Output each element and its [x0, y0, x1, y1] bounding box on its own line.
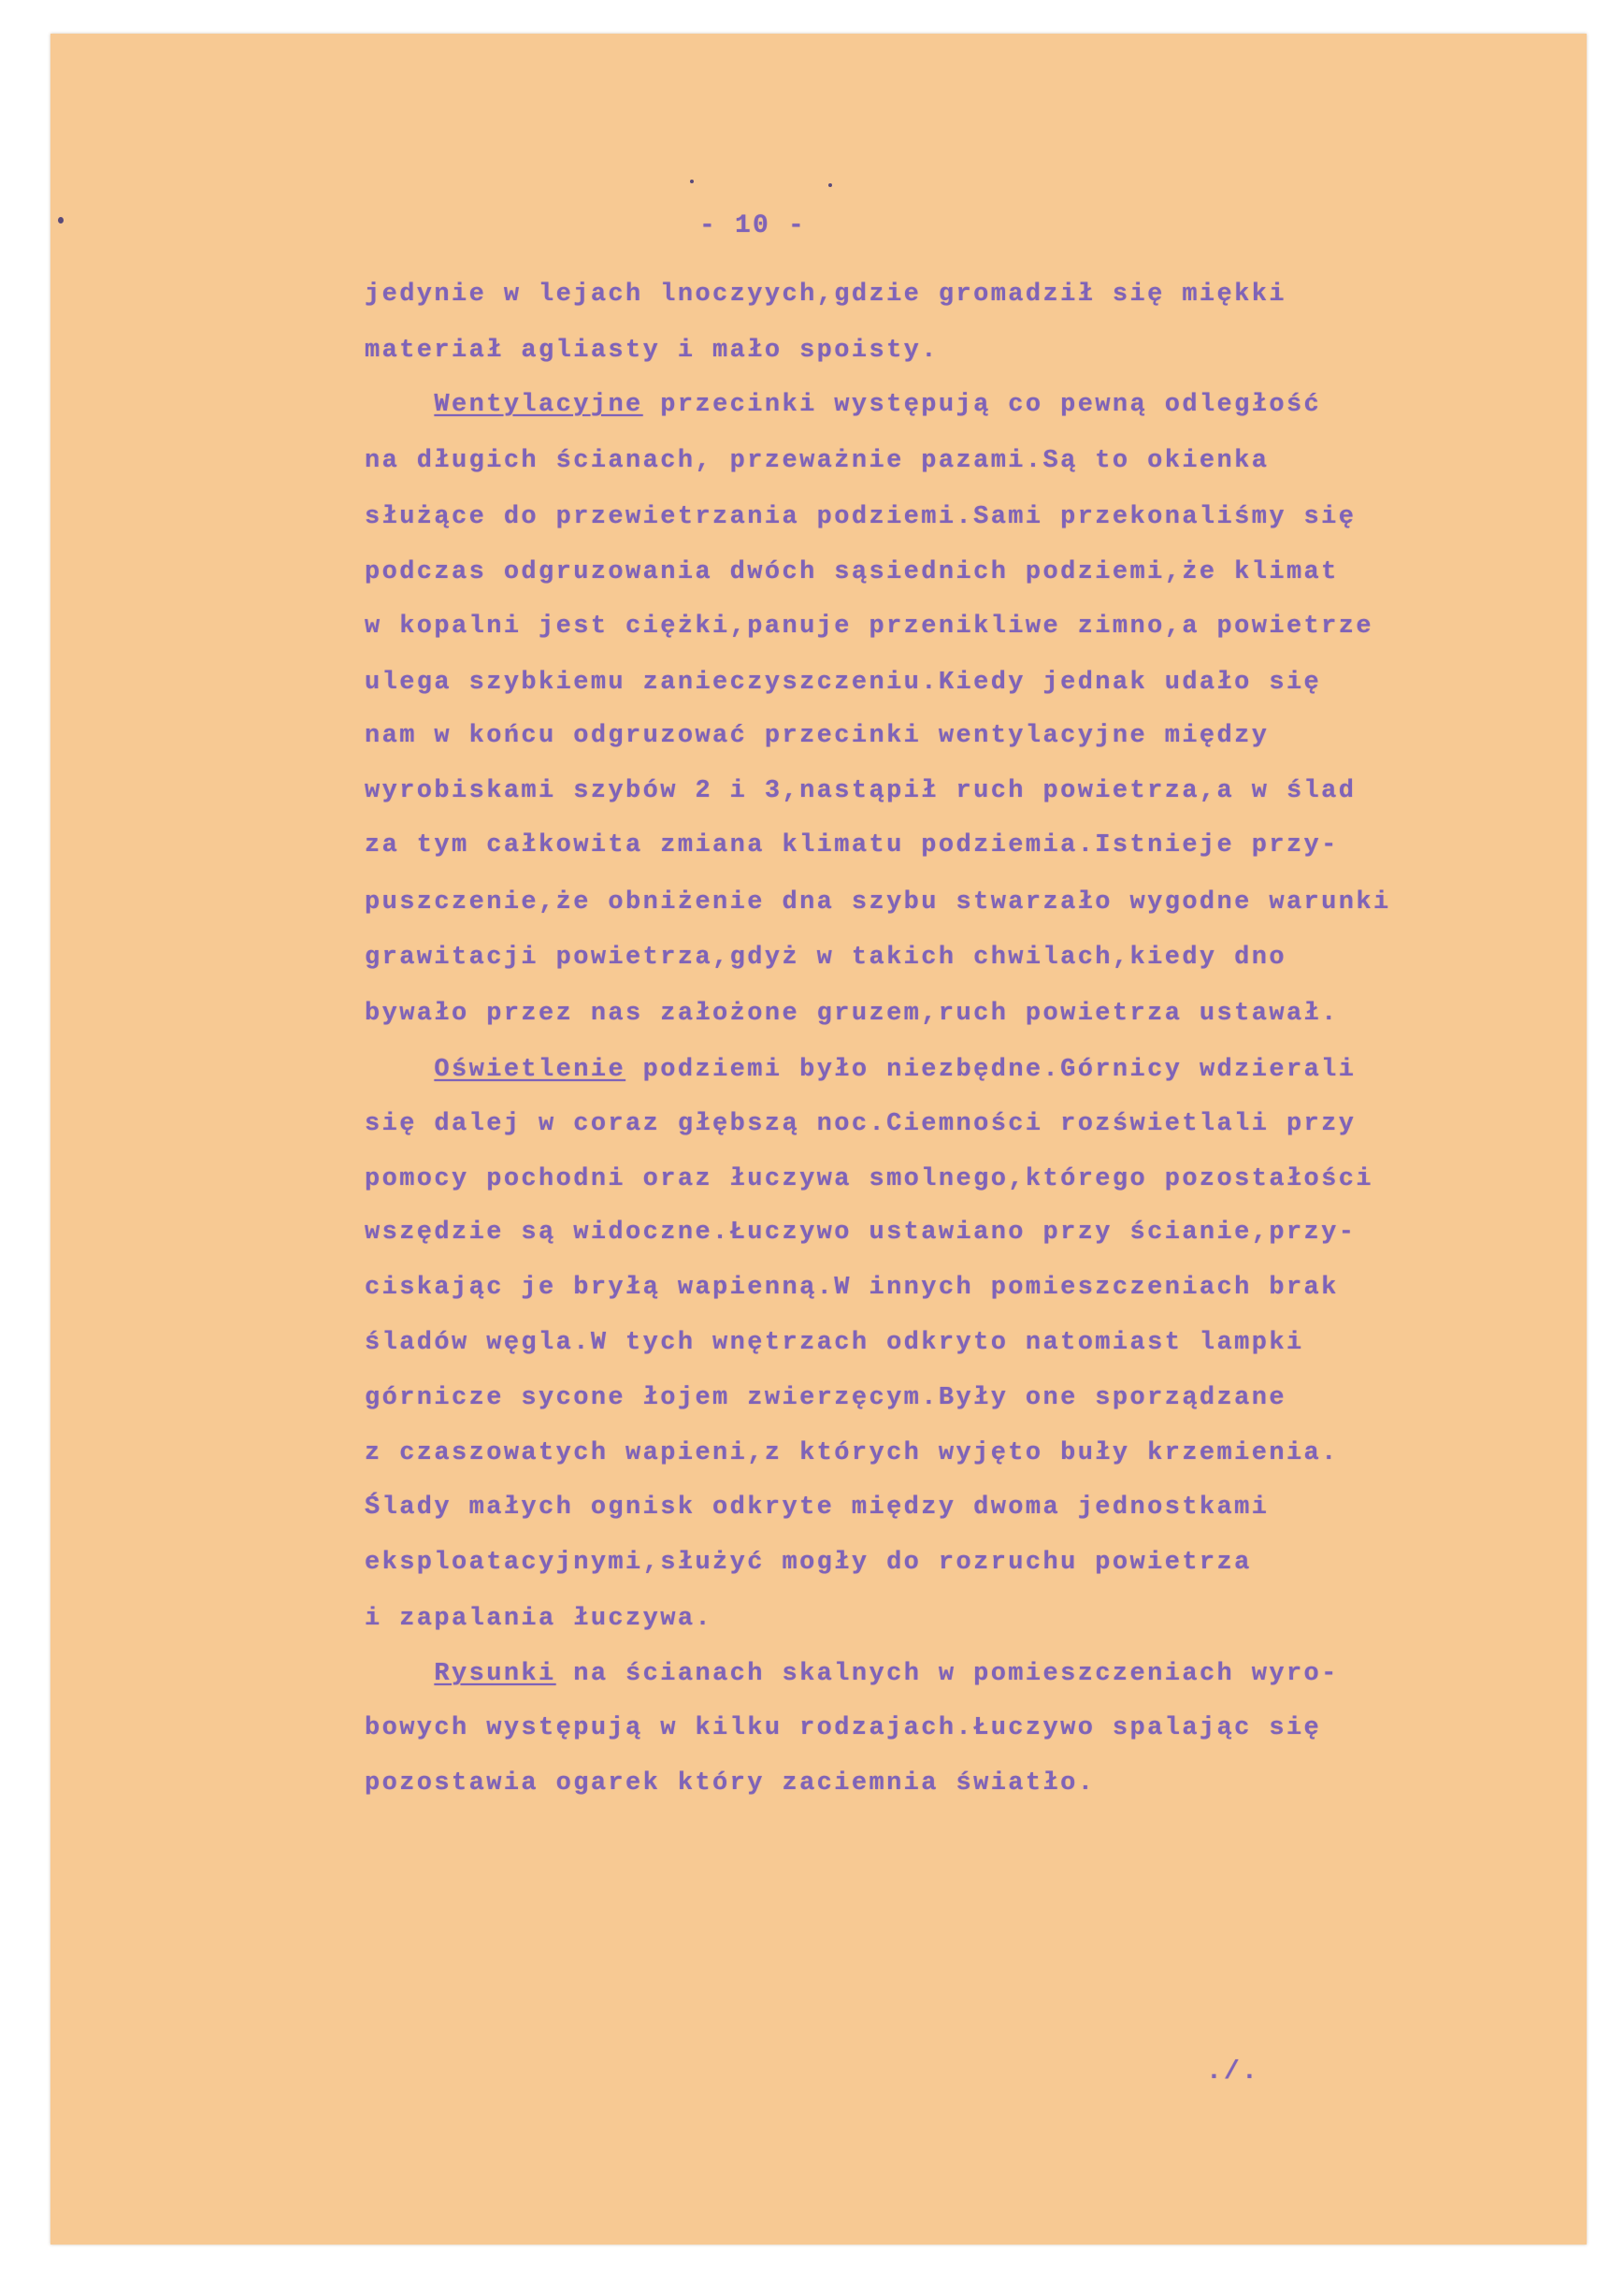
text-line — [365, 1605, 712, 1633]
continuation-mark: ./. — [1206, 2057, 1260, 2086]
text-line — [365, 281, 1286, 309]
line-text: bywało przez nas założone gruzem,ruch powietrza ustawał. — [365, 1000, 1339, 1028]
text-line — [365, 1549, 1252, 1577]
line-text: z czaszowatych wapieni,z których wyjęto buły krzemienia. — [365, 1439, 1339, 1467]
indent — [365, 391, 434, 419]
line-text: Ślady małych ognisk odkryte między dwoma jednostkami — [365, 1494, 1270, 1522]
underlined-heading: Rysunki — [434, 1660, 556, 1688]
indent — [365, 1056, 434, 1084]
text-line — [365, 1219, 1356, 1247]
text-line — [365, 722, 1269, 750]
text-line — [365, 1000, 1339, 1028]
paper-sheet — [50, 34, 1587, 2245]
line-text: pozostawia ogarek który zaciemnia światło. — [365, 1769, 1096, 1797]
underlined-heading: Oświetlenie — [434, 1056, 626, 1084]
text-line — [365, 1494, 1269, 1522]
text-line — [365, 1769, 1095, 1797]
text-line — [365, 831, 1339, 859]
page-number: - 10 - — [699, 211, 807, 240]
line-text: puszczenie,że obniżenie dna szybu stwarzało wygodne warunki — [365, 888, 1391, 917]
text-line — [365, 1056, 1356, 1084]
line-text: wszędzie są widoczne.Łuczywo ustawiano przy ścianie,przy- — [365, 1219, 1357, 1247]
paper-speck — [58, 217, 64, 224]
line-text: w kopalni jest ciężki,panuje przenikliwe zimno,a powietrze — [365, 613, 1373, 641]
text-line — [365, 777, 1356, 805]
text-line — [365, 1384, 1286, 1412]
text-line — [365, 447, 1269, 475]
line-text: za tym całkowita zmiana klimatu podziemia.Istnieje przy- — [365, 831, 1339, 859]
line-text: na ścianach skalnych w pomieszczeniach wyro- — [555, 1660, 1339, 1688]
text-line — [365, 1660, 1339, 1688]
text-line — [365, 1439, 1339, 1467]
text-line — [365, 1165, 1373, 1193]
text-line — [365, 503, 1356, 531]
punch-mark — [828, 183, 832, 187]
text-line — [365, 1714, 1321, 1742]
line-text: przecinki występują co pewną odległość — [642, 391, 1322, 419]
text-line — [365, 888, 1391, 917]
text-line — [365, 1274, 1339, 1302]
line-text: śladów węgla.W tych wnętrzach odkryto natomiast lampki — [365, 1329, 1304, 1357]
line-text: bowych występują w kilku rodzajach.Łuczywo spalając się — [365, 1714, 1322, 1742]
line-text: pomocy pochodni oraz łuczywa smolnego,którego pozostałości — [365, 1165, 1373, 1193]
indent — [365, 1660, 434, 1688]
line-text: górnicze sycone łojem zwierzęcym.Były one sporządzane — [365, 1384, 1286, 1412]
line-text: i zapalania łuczywa. — [365, 1605, 713, 1633]
text-line — [365, 337, 939, 365]
line-text: ciskając je bryłą wapienną.W innych pomieszczeniach brak — [365, 1274, 1339, 1302]
text-line — [365, 558, 1339, 586]
text-line — [365, 1110, 1356, 1138]
line-text: podziemi było niezbędne.Górnicy wdzierali — [625, 1056, 1357, 1084]
line-text: ulega szybkiemu zanieczyszczeniu.Kiedy jednak udało się — [365, 669, 1322, 697]
text-line — [365, 669, 1321, 697]
line-text: nam w końcu odgruzować przecinki wentylacyjne między — [365, 722, 1270, 750]
line-text: na długich ścianach, przeważnie pazami.Są to okienka — [365, 447, 1270, 475]
line-text: materiał agliasty i mało spoisty. — [365, 337, 939, 365]
punch-mark — [690, 180, 694, 183]
line-text: się dalej w coraz głębszą noc.Ciemności rozświetlali przy — [365, 1110, 1357, 1138]
line-text: jedynie w lejach lnoczyych,gdzie gromadził się miękki — [365, 281, 1286, 309]
text-line — [365, 944, 1286, 972]
line-text: grawitacji powietrza,gdyż w takich chwilach,kiedy dno — [365, 944, 1286, 972]
line-text: wyrobiskami szybów 2 i 3,nastąpił ruch powietrza,a w ślad — [365, 777, 1357, 805]
text-line — [365, 391, 1321, 419]
line-text: służące do przewietrzania podziemi.Sami przekonaliśmy się — [365, 503, 1357, 531]
line-text: podczas odgruzowania dwóch sąsiednich podziemi,że klimat — [365, 558, 1339, 586]
underlined-heading: Wentylacyjne — [434, 391, 643, 419]
text-line — [365, 613, 1373, 641]
line-text: eksploatacyjnymi,służyć mogły do rozruchu powietrza — [365, 1549, 1252, 1577]
text-line — [365, 1329, 1304, 1357]
